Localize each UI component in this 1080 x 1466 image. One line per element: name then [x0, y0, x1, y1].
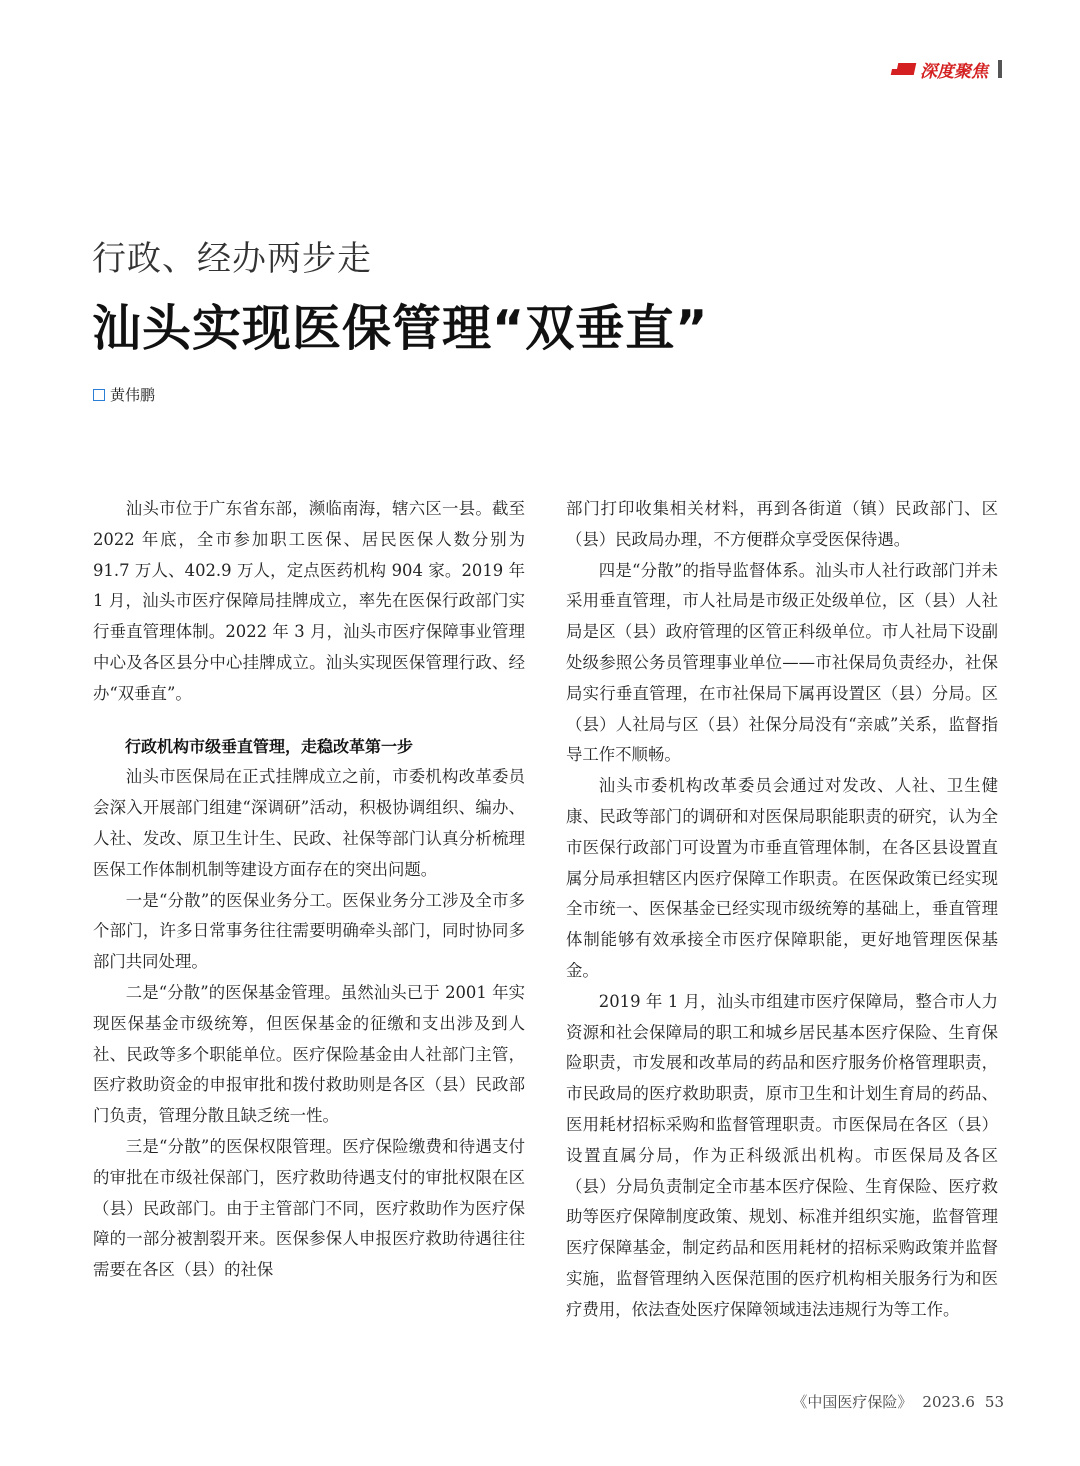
paragraph: 一是“分散”的医保业务分工。医保业务分工涉及全市多个部门，许多日常事务往往需要明确牵头部门，同时协同多部门共同处理。 [93, 890, 525, 972]
section-label: 深度聚焦 [920, 61, 988, 82]
section-tag [897, 58, 1002, 80]
article-title: 汕头实现医保管理“双垂直” [92, 300, 709, 357]
paragraph: 汕头市位于广东省东部，濒临南海，辖六区一县。截至 2022 年底，全市参加职工医保、居民医保人数分别为 91.7 万人、402.9 万人，定点医药机构 904 家。2019 年 1 月，汕头市医疗保障局挂牌成立，率先在医保行政部门实行垂直管理体制。2022 年 3 月，汕头市医疗保障事业管理中心及各区县分中心挂牌成立。汕头实现医保管理行政、经办“双垂直”。 [93, 499, 525, 703]
author-name: 黄伟鹏 [110, 386, 156, 404]
flag-icon [896, 63, 917, 75]
paragraph: 二是“分散”的医保基金管理。虽然汕头已于 2001 年实现医保基金市级统筹，但医保基金的征缴和支出涉及到人社、民政等多个职能单位。医疗保险基金由人社部门主管，医疗救助资金的申报审批和拨付救助则是各区（县）民政部门负责，管理分散且缺乏统一性。 [93, 982, 525, 1126]
paragraph: 汕头市委机构改革委员会通过对发改、人社、卫生健康、民政等部门的调研和对医保局职能职责的研究，认为全市医保行政部门可设置为市垂直管理体制，在各区县设置直属分局承担辖区内医疗保障工作职责。在医保政策已经实现全市统一、医保基金已经实现市级统筹的基础上，垂直管理体制能够有效承接全市医疗保障职能，更好地管理医保基金。 [566, 776, 998, 980]
right-column [566, 494, 998, 1326]
page-footer [782, 1391, 1004, 1412]
page-number: 53 [984, 1393, 1004, 1411]
paragraph: 2019 年 1 月，汕头市组建市医疗保障局，整合市人力资源和社会保障局的职工和城乡居民基本医疗保险、生育保险职责，市发展和改革局的药品和医疗服务价格管理职责，市民政局的医疗救助职责，原市卫生和计划生育局的药品、医用耗材招标采购和监督管理职责。市医保局在各区（县）设置直属分局，作为正科级派出机构。市医保局及各区（县）分局负责制定全市基本医疗保险、生育保险、医疗救助等医疗保障制度政策、规划、标准并组织实施，监督管理医疗保障基金，制定药品和医用耗材的招标采购政策并监督实施，监督管理纳入医保范围的医疗机构相关服务行为和医疗费用，依法查处医疗保障领域违法违规行为等工作。 [566, 991, 998, 1319]
paragraph: 三是“分散”的医保权限管理。医疗保险缴费和待遇支付的审批在市级社保部门，医疗救助待遇支付的审批权限在区（县）民政部门。由于主管部门不同，医疗救助作为医疗保障的一部分被割裂开来。医保参保人申报医疗救助待遇往往需要在各区（县）的社保 [93, 1136, 525, 1280]
paragraph: 部门打印收集相关材料，再到各街道（镇）民政部门、区（县）民政局办理，不方便群众享受医保待遇。 [566, 499, 998, 549]
square-icon [93, 389, 105, 401]
byline [93, 384, 155, 405]
article-subtitle: 行政、经办两步走 [92, 239, 372, 279]
issue-number: 2023.6 [922, 1393, 975, 1411]
left-column [93, 494, 525, 1286]
paragraph: 四是“分散”的指导监督体系。汕头市人社行政部门并未采用垂直管理，市人社局是市级正处级单位，区（县）人社局是区（县）政府管理的区管正科级单位。市人社局下设副处级参照公务员管理事业单位——市社保局负责经办，社保局实行垂直管理，在市社保局下属再设置区（县）分局。区（县）人社局与区（县）社保分局没有“亲戚”关系，监督指导工作不顺畅。 [566, 560, 998, 765]
divider-bar [998, 60, 1002, 78]
section-heading: 行政机构市级垂直管理，走稳改革第一步 [125, 736, 414, 756]
paragraph: 汕头市医保局在正式挂牌成立之前，市委机构改革委员会深入开展部门组建“深调研”活动，积极协调组织、编办、人社、发改、原卫生计生、民政、社保等部门认真分析梳理医保工作体制机制等建设方面存在的突出问题。 [93, 767, 525, 879]
journal-name: 《中国医疗保险》 [792, 1393, 913, 1411]
